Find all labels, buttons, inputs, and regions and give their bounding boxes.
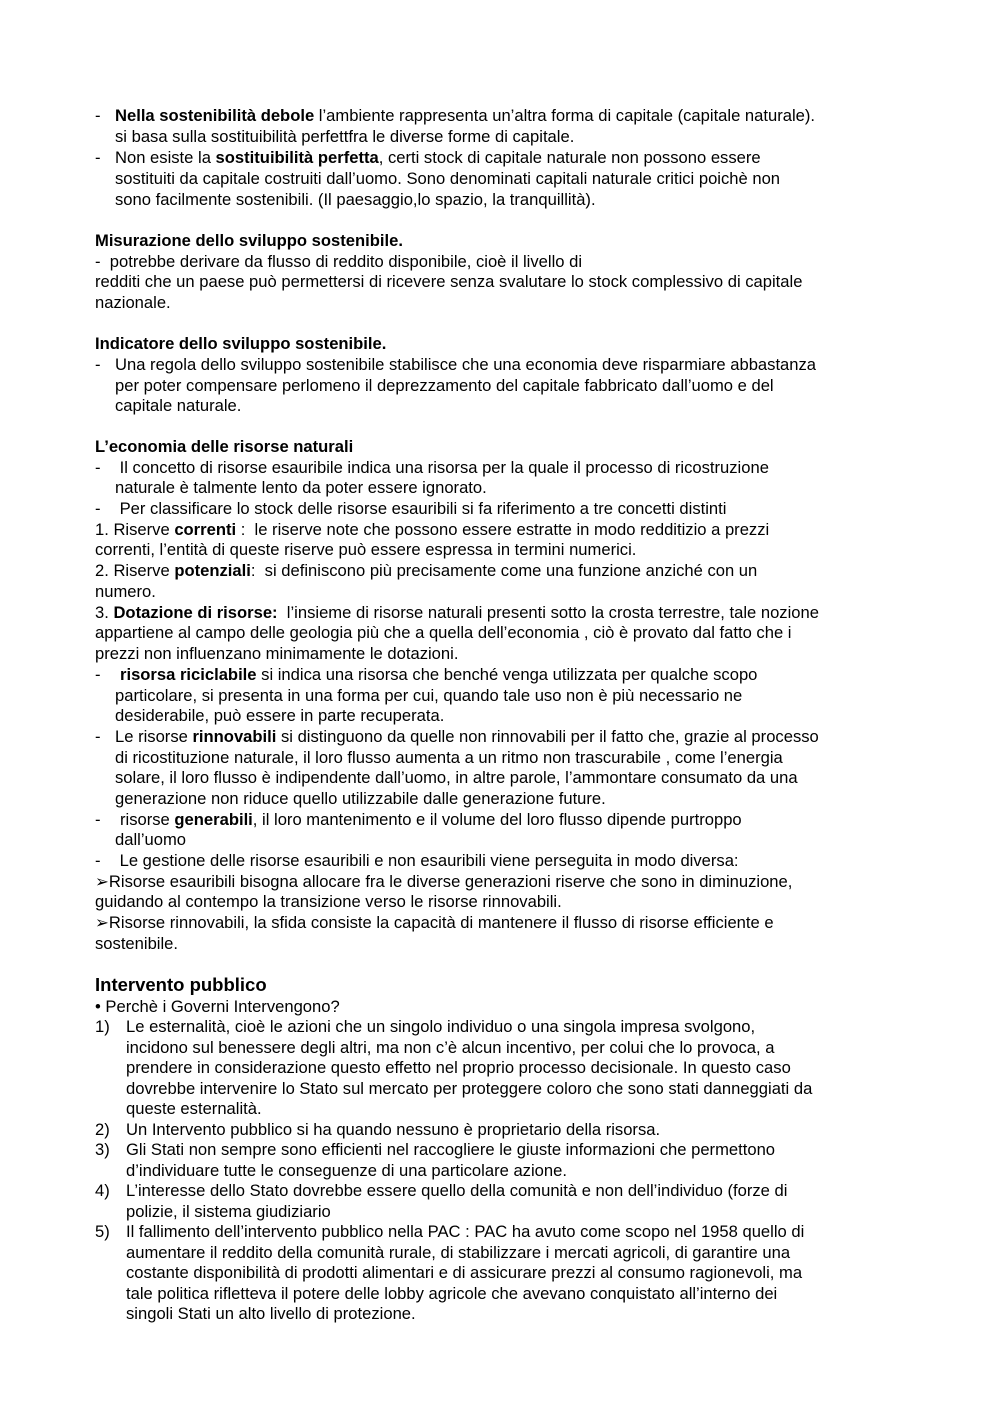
text-span: Le risorse [115, 727, 193, 746]
text-line: - potrebbe derivare da flusso di reddito disponibile, cioè il livello di [95, 252, 583, 271]
bullet-dash: - [95, 810, 101, 829]
text-span: risorse [120, 810, 175, 829]
text-line: per poter compensare perlomeno il deprezzamento del capitale fabbricato dall’uomo e del [115, 376, 774, 395]
text-line: guidando al contempo la transizione verso le risorse rinnovabili. [95, 892, 562, 911]
bold-term: Nella sostenibilità debole [115, 106, 315, 125]
text-span: 2. Riserve [95, 561, 175, 580]
text-line: capitale naturale. [115, 396, 242, 415]
section-heading [95, 975, 267, 996]
text-line: solare, il loro flusso è indipendente dall’uomo, in altre parole, l’ammontare consumato da una [115, 768, 798, 787]
text-line: prezzi non influenzano minimamente le dotazioni. [95, 644, 459, 663]
text-line: Per classificare lo stock delle risorse esauribili si fa riferimento a tre concetti distinti [115, 499, 727, 518]
text-line: Il fallimento dell’intervento pubblico nella PAC : PAC ha avuto come scopo nel 1958 quello di [126, 1222, 805, 1241]
text-span: 3. [95, 603, 114, 622]
text-line: Le gestione delle risorse esauribili e non esauribili viene perseguita in modo diversa: [115, 851, 739, 870]
bullet-dash: - [95, 851, 101, 870]
heading-text: Indicatore dello sviluppo sostenibile. [95, 334, 387, 353]
text-span: si distinguono da quelle non rinnovabili per il fatto che, grazie al processo [276, 727, 819, 746]
text-span: , il loro mantenimento e il volume del loro flusso dipende purtroppo [252, 810, 742, 829]
bullet-dash: - [95, 665, 101, 684]
text-line: costante disponibilità di prodotti alimentari e di assicurare prezzi al consumo ragionevoli, ma [126, 1263, 803, 1282]
text-line: desiderabile, può essere in parte recuperata. [115, 706, 445, 725]
text-line [95, 520, 769, 541]
text-line: Il concetto di risorse esauribile indica una risorsa per la quale il processo di ricostruzione [115, 458, 769, 477]
text-span: , certi stock di capitale naturale non possono essere [378, 148, 761, 167]
text-line: d’individuare tutte le conseguenze di una particolare azione. [126, 1161, 567, 1180]
text-line: Una regola dello sviluppo sostenibile stabilisce che una economia deve risparmiare abbastanza [115, 355, 817, 374]
text-span: l’insieme di risorse naturali presenti sotto la crosta terrestre, tale nozione [277, 603, 819, 622]
text-span: : si definiscono più precisamente come una funzione anziché con un [250, 561, 758, 580]
text-line: particolare, si presenta in una forma per cui, quando tale uso non è più necessario ne [115, 686, 743, 705]
bullet-dash: - [95, 727, 101, 746]
text-line: nazionale. [95, 293, 171, 312]
text-span: 1. Riserve [95, 520, 175, 539]
text-line: dall’uomo [115, 830, 187, 849]
text-span: si indica una risorsa che benché venga utilizzata per qualche scopo [256, 665, 758, 684]
text-line: naturale è talmente lento da poter essere ignorato. [115, 478, 487, 497]
text-line: Gli Stati non sempre sono efficienti nel raccogliere le giuste informazioni che permettono [126, 1140, 776, 1159]
bullet-dash: - [95, 148, 101, 167]
bold-term: sostituibilità perfetta [215, 148, 379, 167]
bold-term: rinnovabili [192, 727, 277, 746]
list-number: 4) [95, 1181, 110, 1200]
text-line: si basa sulla sostituibilità perfettfra le diverse forme di capitale. [115, 127, 575, 146]
text-span: : le riserve note che possono essere estratte in modo redditizio a prezzi [236, 520, 770, 539]
list-number: 3) [95, 1140, 110, 1159]
heading-text: Intervento pubblico [95, 974, 267, 995]
text-line: Le esternalità, cioè le azioni che un singolo individuo o una singola impresa svolgono, [126, 1017, 756, 1036]
text-line: aumentare il reddito della comunità rurale, di stabilizzare i mercati agricoli, di garantire una [126, 1243, 791, 1262]
text-line: redditi che un paese può permettersi di ricevere senza svalutare lo stock complessivo di capitale [95, 272, 803, 291]
section-heading [95, 334, 386, 355]
text-line [120, 810, 742, 831]
text-line: Un Intervento pubblico si ha quando nessuno è proprietario della risorsa. [126, 1120, 661, 1139]
text-line: appartiene al campo delle geologia più che a quella dell’economia , ciò è provato dal fatto che i [95, 623, 792, 642]
text-line: L’interesse dello Stato dovrebbe essere quello della comunità e non dell’individuo (forze di [126, 1181, 788, 1200]
text-span: Non esiste la [115, 148, 216, 167]
text-line [115, 106, 815, 127]
bold-term: generabili [174, 810, 253, 829]
text-line: polizie, il sistema giudiziario [126, 1202, 331, 1221]
text-line: sostituiti da capitale costruiti dall’uomo. Sono denominati capitali naturale critici poichè non [115, 169, 781, 188]
bold-term: correnti [174, 520, 237, 539]
text-line [115, 148, 761, 169]
section-heading [95, 437, 353, 458]
text-line: sono facilmente sostenibili. (Il paesaggio,lo spazio, la tranquillità). [115, 190, 596, 209]
bold-term: potenziali [174, 561, 251, 580]
text-line [115, 727, 819, 748]
text-line: prendere in considerazione questo effetto nel proprio processo decisionale. In questo caso [126, 1058, 791, 1077]
bullet-dash: - [95, 106, 101, 125]
list-number: 1) [95, 1017, 110, 1036]
text-line: dovrebbe intervenire lo Stato sul mercato per proteggere coloro che sono stati danneggiati da [126, 1079, 813, 1098]
list-number: 5) [95, 1222, 110, 1241]
section-heading [95, 231, 403, 252]
text-line: singoli Stati un alto livello di protezione. [126, 1304, 416, 1323]
text-line [120, 665, 757, 686]
heading-text: Misurazione dello sviluppo sostenibile. [95, 231, 403, 250]
text-line [95, 561, 757, 582]
bullet-dash: - [95, 355, 101, 374]
text-line: incidono sul benessere degli altri, ma non c’è alcun incentivo, per colui che lo provoca, a [126, 1038, 775, 1057]
text-line: correnti, l’entità di queste riserve può essere espressa in termini numerici. [95, 540, 637, 559]
text-line: di ricostituzione naturale, il loro flusso aumenta a un ritmo non trascurabile , come l’energia [115, 748, 783, 767]
text-span: l’ambiente rappresenta un’altra forma di capitale (capitale naturale). [314, 106, 816, 125]
text-line: ➢Risorse rinnovabili, la sfida consiste la capacità di mantenere il flusso di risorse efficiente e [95, 913, 774, 932]
text-line: queste esternalità. [126, 1099, 262, 1118]
text-line: tale politica rifletteva il potere delle lobby agricole che avevano conquistato all’interno dei [126, 1284, 778, 1303]
heading-text: L’economia delle risorse naturali [95, 437, 354, 456]
text-line [95, 603, 819, 624]
text-line: generazione non riduce quello utilizzabile dalle generazione future. [115, 789, 606, 808]
bold-term: risorsa riciclabile [120, 665, 257, 684]
bullet-dash: - [95, 458, 101, 477]
text-line: • Perchè i Governi Intervengono? [95, 997, 340, 1016]
list-number: 2) [95, 1120, 110, 1139]
text-line: numero. [95, 582, 156, 601]
text-line: ➢Risorse esauribili bisogna allocare fra le diverse generazioni riserve che sono in diminuzione, [95, 872, 793, 891]
text-line: sostenibile. [95, 934, 179, 953]
bullet-dash: - [95, 499, 101, 518]
bold-term: Dotazione di risorse: [113, 603, 278, 622]
